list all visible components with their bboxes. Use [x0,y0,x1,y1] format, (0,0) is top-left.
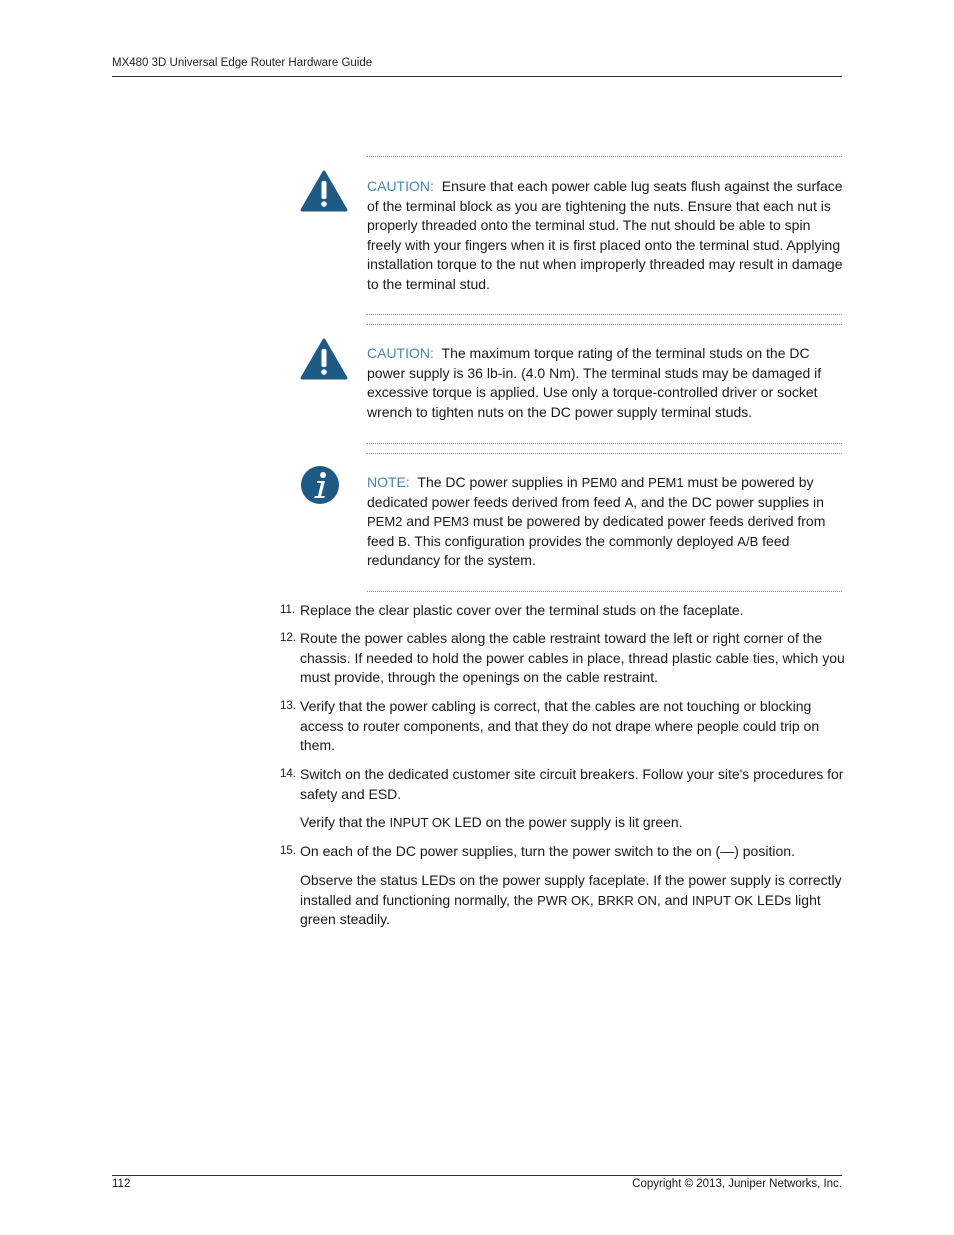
divider [367,156,842,157]
step-number: 12. [280,632,296,644]
divider [367,443,842,444]
feed-b-label: B [398,533,407,549]
info-icon [300,465,340,505]
page-number: 112 [112,1178,131,1190]
note-segment: and [402,513,434,530]
note-segment: must be powered by dedicated power feeds derived from feed [367,513,826,549]
caution-body: Ensure that each power cable lug seats flush against the surface of the terminal block as you are tightening the nuts. Ensure that each nut is properly threaded onto the terminal stud. The nut should be able to spin freely with your fingers when it is first placed onto the terminal stud. Applying installation torque to the nut when improperly threaded may result in damage to the terminal stud. [367,178,843,292]
step-11-text: Replace the clear plastic cover over the terminal studs on the faceplate. [300,602,744,618]
caution-icon [300,338,348,380]
text-segment: , [589,891,598,908]
step-15-observe [300,871,845,930]
input-ok-label: INPUT OK [389,815,451,830]
step-number: 11. [280,604,296,616]
note-segment: must be powered by dedicated power feeds derived from feed [367,474,814,510]
caution-icon [300,170,348,212]
text-segment: LEDs light green steadily. [300,891,821,928]
input-ok-label: INPUT OK [691,892,754,908]
step-number: 13. [280,700,296,712]
header-title: MX480 3D Universal Edge Router Hardware Guide [112,57,373,69]
divider [367,591,842,592]
note-segment: feed redundancy for the system. [367,532,790,569]
text-segment: Observe the status LEDs on the power supply faceplate. If the power supply is correctly installed and functioning normally, the [300,872,842,908]
step-14-verify [300,813,845,833]
brkr-on-label: BRKR ON [597,892,657,908]
step-number: 15. [280,845,296,857]
text-segment: LED on the power supply is lit green. [450,814,683,830]
pem3-label: PEM3 [433,514,469,530]
ab-label: A/B [737,533,759,549]
pem1-label: PEM1 [648,475,684,490]
step-14-text: Switch on the dedicated customer site circuit breakers. Follow your site's procedures for safety and ESD. [300,766,844,802]
copyright: Copyright © 2013, Juniper Networks, Inc. [632,1178,842,1190]
caution-body: The maximum torque rating of the terminal studs on the DC power supply is 36 lb-in. (4.0 Nm). The terminal studs may be damaged if excessive torque is applied. Use only a torque-controlled driver or socket wrench to tighten nuts on the DC power supply terminal studs. [367,345,822,420]
header-rule [112,76,842,77]
note-segment: , and the DC power supplies in [633,493,824,510]
note-text [367,473,845,571]
text-segment: , and [656,891,692,908]
step-13-text: Verify that the power cabling is correct, that the cables are not touching or blocking access to router components, and that they do not drape where people could trip on them. [300,698,820,754]
divider [367,453,842,454]
step-number: 14. [280,768,296,780]
feed-a-label: A [624,494,634,510]
caution-text-1 [367,177,845,295]
pem0-label: PEM0 [581,475,618,490]
pwr-ok-label: PWR OK [537,892,590,908]
footer-rule [112,1175,842,1176]
caution-label: CAUTION: [367,178,434,194]
divider [367,324,842,325]
caution-text-2 [367,344,845,422]
note-label: NOTE: [367,474,410,490]
pem2-label: PEM2 [367,514,403,530]
caution-label: CAUTION: [367,345,434,361]
note-segment: and [617,474,649,490]
note-segment: . This configuration provides the commonly deployed [406,532,738,549]
step-12-text: Route the power cables along the cable restraint toward the left or right corner of the chassis. If needed to hold the power cables in place, thread plastic cable ties, which you must provide, through the openings on the cable restraint. [300,630,845,686]
note-segment: The DC power supplies in [417,474,582,490]
divider [367,314,842,315]
step-15-text: On each of the DC power supplies, turn the power switch to the on (—) position. [300,843,795,859]
text-segment: Verify that the [300,814,390,830]
